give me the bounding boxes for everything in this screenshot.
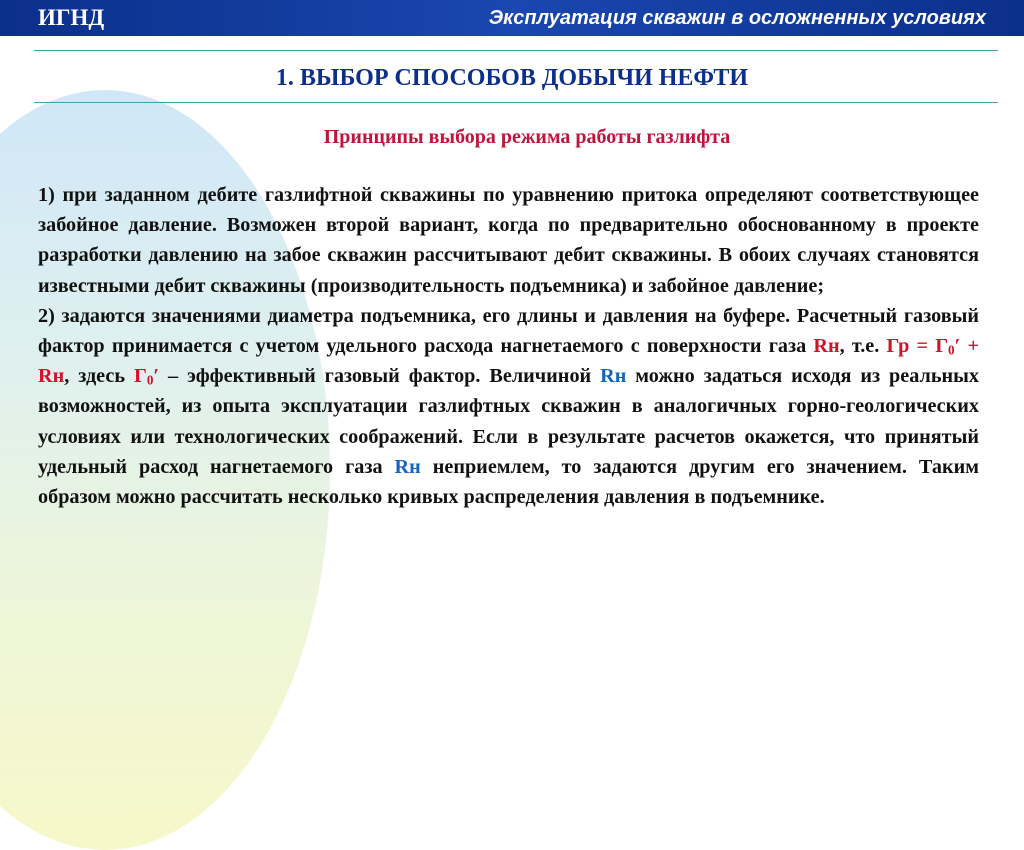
g0-subscript: 0 (146, 372, 154, 388)
g0-part: ′ (153, 365, 160, 388)
formula-part: Гр = Г (886, 335, 949, 358)
body-text (38, 180, 979, 512)
paragraph-2-text: 2) задаются значениями диаметра подъемника, его длины и давления на буфере. Расчетный газовый фактор принимается с учетом удельного расхода нагнетаемого с поверхности газа (38, 304, 979, 358)
g0-part: Г (133, 365, 147, 388)
paragraph-2-text: , здесь (64, 365, 134, 388)
divider-top (34, 50, 998, 51)
paragraph-2-text: , т.е. (839, 335, 887, 358)
paragraph-2-text: – эффективный газовый фактор. Величиной (159, 365, 601, 388)
header-bar (0, 0, 1024, 36)
rn-symbol: Rн (394, 455, 421, 478)
formula-part: ′ + Rн (38, 335, 979, 388)
course-title: Эксплуатация скважин в осложненных условиях (488, 7, 986, 29)
formula-subscript: 0 (948, 342, 955, 358)
paragraph-2-text: неприемлем, то задаются другим его значением. Таким образом можно рассчитать несколько кривых распределения давления в подъемнике. (38, 455, 979, 509)
section-title: 1. ВЫБОР СПОСОБОВ ДОБЫЧИ НЕФТИ (275, 65, 749, 91)
paragraph-2-text: можно задаться исходя из реальных возможностей, из опыта эксплуатации газлифтных скважин в аналогичных горно-геологических условиях или технологических соображений. Если в результате расчетов окажется, что принятый удельный расход нагнетаемого газа (38, 365, 979, 478)
paragraph-2 (38, 301, 979, 512)
rn-symbol: Rн (600, 365, 627, 388)
divider-mid (34, 102, 998, 103)
organization-label: ИГНД (38, 5, 105, 30)
subtitle: Принципы выбора режима работы газлифта (323, 126, 731, 148)
paragraph-1: 1) при заданном дебите газлифтной скважины по уравнению притока определяют соответствующее забойное давление. Возможен второй вариант, когда по предварительно обоснованному в проекте разработки давлению на забое скважин рассчитывают дебит скважины. В обоих случаях становятся известными дебит скважины (производительность подъемника) и забойное давление; (38, 184, 979, 297)
rn-symbol: Rн (813, 335, 840, 358)
g0-symbol (134, 365, 159, 387)
